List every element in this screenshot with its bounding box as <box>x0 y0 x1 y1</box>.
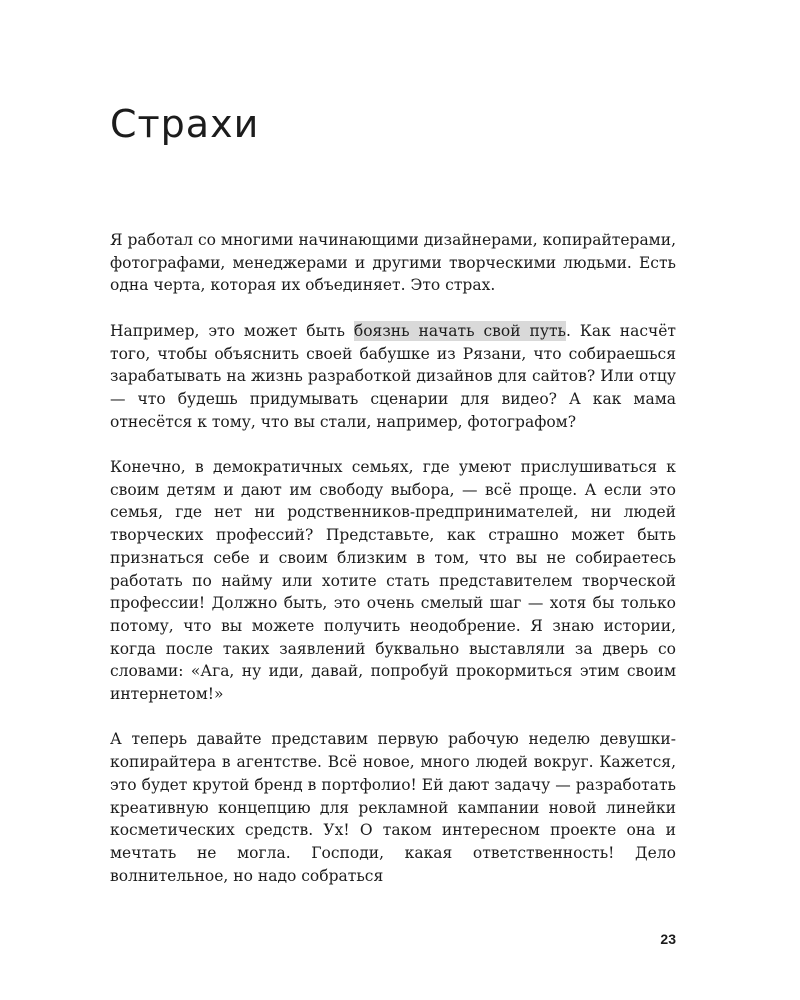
paragraph-2 <box>110 320 676 434</box>
paragraph-4: А теперь давайте представим первую рабочую неделю девушки-копирайтера в агентстве. Всё новое, много людей вокруг. Кажется, это будет крутой бренд в портфолио! Ей дают задачу — разработать креативную концепцию для рекламной кампании новой линейки косметических средств. Ух! О таком интересном проекте она и мечтать не могла. Господи, какая ответственность! Дело волнительное, но надо собраться <box>110 730 676 885</box>
highlighted-phrase[interactable]: боязнь начать свой путь <box>353 321 566 340</box>
paragraph-3: Конечно, в демократичных семьях, где умеют прислушиваться к своим детям и дают им свободу выбора, — всё проще. А если это семья, где нет ни родственников-предпринимателей, ни людей творческих профессий? Представьте, как страшно может быть признаться себе и своим близким в том, что вы не собираетесь работать по найму или хотите стать представителем творческой профессии! Должно быть, это очень смелый шаг — хотя бы только потому, что вы можете получить неодобрение. Я знаю истории, когда после таких заявлений буквально выставляли за дверь со словами: «Ага, ну иди, давай, попробуй прокормиться этим своим интернетом!» <box>110 458 676 704</box>
page-number: 23 <box>660 931 676 947</box>
chapter-title: Страхи <box>110 102 260 146</box>
paragraph-1: Я работал со многими начинающими дизайнерами, копирайтерами, фотографами, менеджерами и другими творческими людьми. Есть одна черта, которая их объединяет. Это страх. <box>110 231 676 295</box>
paragraph-2-before-highlight: Например, это может быть <box>110 321 354 340</box>
body-text <box>110 229 676 887</box>
paragraph-2-after-highlight: . Как насчёт того, чтобы объяснить своей бабушке из Рязани, что собираешься зарабатывать на жизнь разработкой дизайнов для сайтов? Или отцу — что будешь придумывать сценарии для видео? А как мама отнесётся к тому, что вы стали, например, фотографом? <box>110 321 676 431</box>
